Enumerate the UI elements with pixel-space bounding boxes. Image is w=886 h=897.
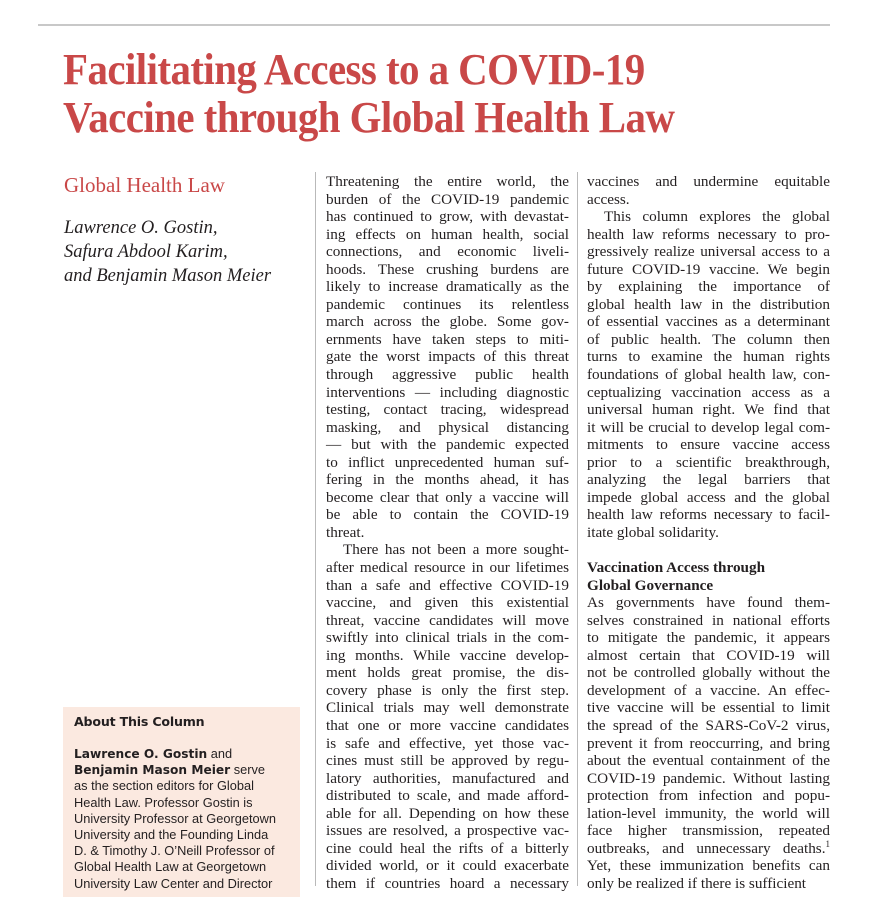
text-line: than a safe and effective COVID-19 [326,576,569,594]
text-line: outbreaks, and unnecessary deaths.$^1$ [587,838,830,857]
text-line: vaccine, and given this existential [326,594,569,612]
text-line: development of a vaccine. An effec- [587,681,830,699]
about-title: About This Column [74,714,205,729]
text-line: COVID-19 pandemic. Without lasting [587,769,830,787]
text-line: health law reforms necessary to pro- [587,225,830,243]
text-line: covery phase is only the first step. [326,681,569,699]
authors [64,216,271,288]
text-line: pandemic continues its relentless [326,295,569,313]
body-column-1 [326,173,569,892]
text-line: by explaining the importance of [587,278,830,296]
text-line: Threatening the entire world, the [326,173,569,190]
text-line: hoods. These crushing burdens are [326,260,569,278]
section-heading: Global Governance [587,576,714,594]
about-line: University Law Center and Director [74,875,273,891]
about-line [74,746,276,762]
author-line-2: Safura Abdool Karim, [64,242,228,262]
text-line: issues are resolved, a prospective vac- [326,822,569,840]
text-line: be able to contain the COVID-19 [326,506,569,524]
text-line: after medical resource in our lifetimes [326,559,569,577]
text-line: universal human right. We find that [587,401,830,419]
about-text: serve [230,762,266,778]
text-line: As governments have found them- [587,594,830,612]
text-line: threat. [326,523,365,541]
about-line: as the section editors for Global [74,778,254,794]
text-line: about the eventual containment of the [587,752,830,770]
title-line-2: Vaccine through Global Health Law [63,93,675,142]
text-line: access. [587,190,630,208]
about-line [74,762,276,778]
paragraph-gap [587,541,830,559]
section-heading: Vaccination Access through [587,559,766,577]
text-line: future COVID-19 vaccine. We begin [587,260,830,278]
column-divider-2 [577,172,578,886]
text-line: tive vaccine will be essential to limit [587,699,830,717]
text-line: analyzing the legal barriers that [587,471,830,489]
text-line: likely to increase dramatically as the [326,278,569,296]
text-line: not be controlled globally without the [587,664,830,682]
text-line: gate the worst impacts of this threat [326,348,569,366]
text-line: turns to examine the human rights [587,348,830,366]
about-line: D. & Timothy J. O’Neill Professor of [74,843,275,859]
text-line: masking, and physical distancing [326,418,569,436]
text-line: itate global solidarity. [587,523,719,541]
text-line: Clinical trials may well demonstrate [326,699,569,717]
text-line: — but with the pandemic expected [326,436,569,454]
text-line: interventions — including diagnostic [326,383,569,401]
text-line: burden of the COVID-19 pandemic [326,190,569,208]
text-line: only be realized if there is sufficient [587,874,807,892]
text-line: lation-level immunity, the world will [587,804,830,822]
footnote-marker[interactable]: 1 [825,838,830,849]
body-column-2 [587,173,830,892]
text-line: to mitigate the pandemic, it appears [587,629,830,647]
text-line: Yet, these immunization benefits can [587,857,830,875]
editor-name: Lawrence O. Gostin [74,747,208,761]
text-line: become clear that only a vaccine will [326,488,569,506]
about-text: and [207,746,233,761]
text-line: it will be crucial to develop legal com- [587,418,830,436]
text-line: the spread of the SARS-CoV-2 virus, [587,716,830,734]
text-line: has continued to grow, with devastat- [326,208,569,226]
text-line: distributed to scale, and made afford- [326,787,569,805]
top-rule [38,24,830,26]
about-line: University and the Founding Linda [74,827,269,843]
text-line: global health law in the distribution [587,295,830,313]
text-line: ment holds great promise, the dis- [326,664,569,682]
text-line: gressively realize universal access to a [587,243,830,261]
text-line: testing, contact tracing, widespread [326,401,569,419]
text-line: ernments have taken steps to miti- [326,330,569,348]
text-line: ing effects on human health, social [326,225,569,243]
about-line: University Professor at Georgetown [74,810,276,826]
text-line: of public health. The column then [587,330,830,348]
text-line: threat, vaccine candidates will move [326,611,569,629]
editor-name: Benjamin Mason Meier [74,763,231,778]
text-line: march across the globe. Some gov- [326,313,569,331]
title-line-1: Facilitating Access to a COVID-19 [63,45,645,94]
text-line: of essential vaccines as a determinant [587,313,830,331]
text-line: face higher transmission, repeated [587,822,830,840]
about-body [74,746,276,892]
text-line: able for all. Depending on how these [326,804,569,822]
text-line: This column explores the global [604,208,830,226]
column-divider-1 [315,172,316,886]
text-line: fering in the months ahead, it has [326,471,569,489]
text-line: prior to a scientific breakthrough, [587,453,830,471]
text-line: almost certain that COVID-19 will [587,646,830,664]
text-line: impede global access and the global [587,488,830,506]
text-line: that one or more vaccine candidates [326,716,569,734]
text-line: through aggressive public health [326,366,569,384]
author-line-1: Lawrence O. Gostin, [64,218,218,238]
text-line: latory authorities, manufactured and [326,769,569,787]
text-line: cine could heal the rifts of a bitterly [326,839,569,857]
section-label: Global Health Law [64,173,225,197]
text-line: swiftly into clinical trials in the com- [326,629,569,647]
text-line: to inflict unprecedented human suf- [326,453,569,471]
text-line: health law reforms necessary to facil- [587,506,830,524]
author-line-3: and Benjamin Mason Meier [64,266,272,286]
text-line: vaccines and undermine equitable [587,173,830,190]
text-line: connections, and economic liveli- [326,243,569,261]
text-line: selves constrained in national efforts [587,611,830,629]
text-line: ing months. While vaccine develop- [326,646,569,664]
text-line: prevent it from reoccurring, and bring [587,734,830,752]
text-line: There has not been a more sought- [343,541,569,559]
text-line: divided world, or it could exacerbate [326,857,569,875]
text-line: them if countries hoard a necessary [326,874,569,892]
text-line: mitments to ensure vaccine access [587,436,830,454]
about-line: Health Law. Professor Gostin is [74,794,253,810]
text-line: ceptualizing vaccination access as a [587,383,830,401]
text-line: protection from infection and popu- [587,787,830,805]
text-line: cines must still be approved by regu- [326,752,569,770]
text-line: is safe and effective, yet those vac- [326,734,569,752]
text-line: foundations of global health law, con- [587,366,830,384]
about-line: Global Health Law at Georgetown [74,859,267,875]
article-title [63,46,798,142]
